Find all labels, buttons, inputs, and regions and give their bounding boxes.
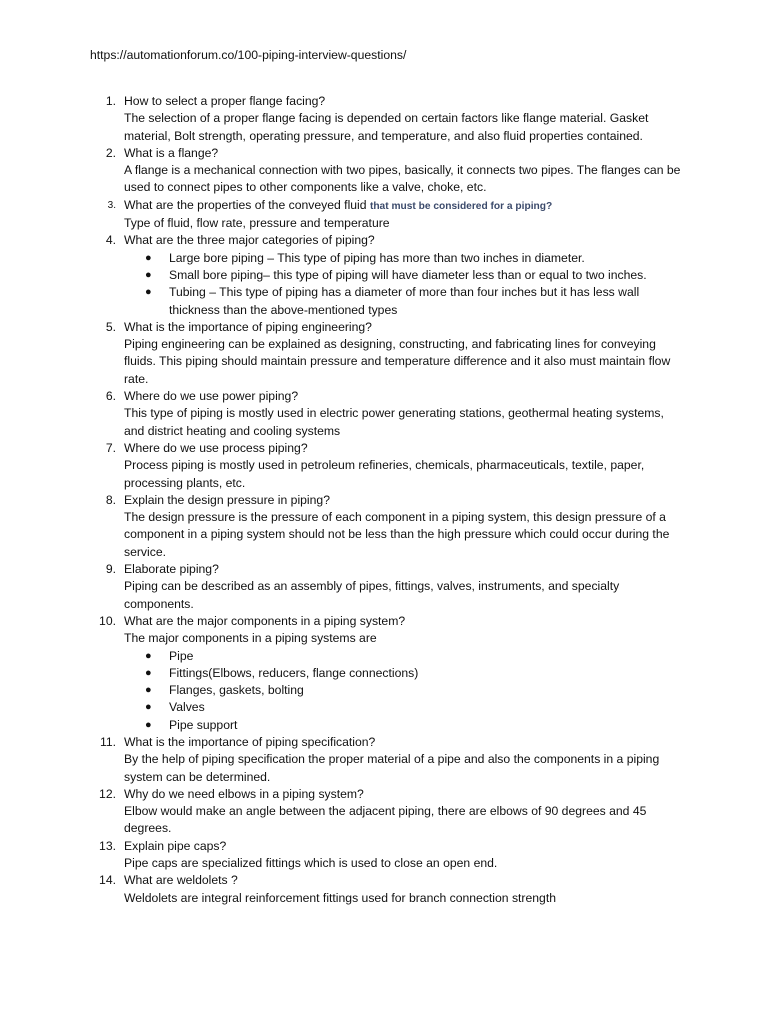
question-text — [124, 440, 681, 457]
answer-text: Type of fluid, flow rate, pressure and temperature — [124, 216, 390, 231]
item-number: 6. — [105, 389, 116, 404]
question-text — [124, 197, 681, 215]
item-number: 13. — [99, 838, 116, 853]
question-item — [96, 145, 681, 197]
answer-text: The selection of a proper flange facing is depended on certain factors like flange material. Gasket material, Bolt strength, operating pressure, and temperature, and also fluid properties contained. — [124, 111, 649, 143]
question-item — [96, 734, 681, 786]
question-label: What are the major components in a piping system? — [124, 613, 406, 628]
bullet-text: Small bore piping– this type of piping will have diameter less than or equal to two inches. — [169, 267, 647, 282]
bullet-text: Fittings(Elbows, reducers, flange connections) — [169, 665, 419, 680]
question-text — [124, 786, 681, 803]
item-number: 14. — [99, 873, 116, 888]
question-text — [124, 613, 681, 630]
bullet-text: Pipe support — [169, 717, 238, 732]
question-label: Where do we use process piping? — [124, 440, 308, 455]
question-text — [124, 492, 681, 509]
item-number: 1. — [105, 94, 116, 108]
question-text — [124, 388, 681, 405]
question-item — [96, 388, 681, 440]
question-label: How to select a proper flange facing? — [124, 94, 326, 108]
answer-text: The major components in a piping systems are — [124, 631, 377, 646]
bullet-item — [124, 682, 681, 699]
question-text — [124, 872, 681, 889]
question-label: What are the three major categories of piping? — [124, 233, 375, 248]
bullet-item — [124, 250, 681, 267]
bullet-text: Large bore piping – This type of piping has more than two inches in diameter. — [169, 250, 585, 265]
bullet-item — [124, 717, 681, 734]
source-url: https://automationforum.co/100-piping-interview-questions/ — [90, 48, 407, 62]
bullet-icon: ● — [145, 666, 152, 679]
question-text — [124, 93, 681, 110]
question-list — [96, 93, 681, 907]
bullet-icon: ● — [145, 649, 152, 662]
question-label: Explain pipe caps? — [124, 838, 227, 853]
answer-text: Weldolets are integral reinforcement fittings used for branch connection strength — [124, 890, 556, 905]
item-number: 8. — [105, 492, 116, 507]
question-label: Elaborate piping? — [124, 562, 219, 577]
bullet-text: Pipe — [169, 648, 194, 663]
bullet-item — [124, 648, 681, 665]
question-label: What are the properties of the conveyed fluid — [124, 197, 367, 212]
item-number: 3. — [107, 199, 116, 211]
question-item — [96, 561, 681, 613]
answer-text: Elbow would make an angle between the adjacent piping, there are elbows of 90 degrees and 45 degrees. — [124, 804, 647, 836]
question-item — [96, 197, 681, 233]
question-label: What is a flange? — [124, 145, 219, 160]
bullet-icon: ● — [145, 701, 152, 714]
bullet-icon: ● — [145, 268, 152, 281]
item-number: 4. — [105, 233, 116, 248]
bullet-item — [124, 699, 681, 716]
item-number: 2. — [105, 145, 116, 160]
question-item — [96, 93, 681, 145]
item-number: 11. — [99, 734, 116, 749]
bullet-item — [124, 267, 681, 284]
question-item — [96, 872, 681, 907]
item-number: 5. — [105, 319, 116, 334]
question-note: that must be considered for a piping? — [369, 200, 553, 212]
bullet-icon: ● — [145, 251, 152, 264]
question-label: What is the importance of piping engineering? — [124, 319, 372, 334]
bullet-list — [124, 648, 681, 734]
bullet-item — [124, 284, 681, 319]
question-text — [124, 734, 681, 751]
question-text — [124, 561, 681, 578]
question-item — [96, 319, 681, 388]
answer-text: Piping engineering can be explained as designing, constructing, and fabricating lines for conveying fluids. This piping should maintain pressure and temperature difference and it also must maintain flow rate. — [124, 337, 671, 386]
question-label: What is the importance of piping specification? — [124, 734, 376, 749]
question-text — [124, 232, 681, 249]
question-item — [96, 440, 681, 492]
question-item — [96, 786, 681, 838]
bullet-list — [124, 250, 681, 319]
question-text — [124, 145, 681, 162]
question-item — [96, 232, 681, 318]
answer-text: Pipe caps are specialized fittings which is used to close an open end. — [124, 856, 498, 871]
question-item — [96, 492, 681, 561]
question-label: What are weldolets ? — [124, 873, 238, 888]
bullet-item — [124, 665, 681, 682]
answer-text: Piping can be described as an assembly of pipes, fittings, valves, instruments, and specialty components. — [124, 579, 620, 611]
answer-text: A flange is a mechanical connection with two pipes, basically, it connects two pipes. The flanges can be used to connect pipes to other components like a valve, choke, etc. — [124, 163, 681, 195]
answer-text: This type of piping is mostly used in electric power generating stations, geothermal heating systems, and district heating and cooling systems — [124, 406, 664, 438]
bullet-icon: ● — [145, 718, 152, 731]
question-label: Explain the design pressure in piping? — [124, 492, 330, 507]
bullet-text: Valves — [169, 700, 205, 715]
item-number: 7. — [105, 440, 116, 455]
question-item — [96, 838, 681, 873]
answer-text: The design pressure is the pressure of each component in a piping system, this design pressure of a component in a piping system should not be less than the high pressure which could occur during the service. — [124, 510, 670, 559]
item-number: 9. — [105, 562, 116, 577]
item-number: 10. — [99, 613, 116, 628]
answer-text: Process piping is mostly used in petroleum refineries, chemicals, pharmaceuticals, textile, paper, processing plants, etc. — [124, 458, 645, 490]
question-item — [96, 613, 681, 734]
question-label: Where do we use power piping? — [124, 389, 299, 404]
question-text — [124, 319, 681, 336]
answer-text: By the help of piping specification the proper material of a pipe and also the components in a piping system can be determined. — [124, 752, 660, 784]
bullet-text: Flanges, gaskets, bolting — [169, 683, 304, 698]
bullet-icon: ● — [145, 684, 152, 697]
item-number: 12. — [99, 786, 116, 801]
question-label: Why do we need elbows in a piping system? — [124, 786, 364, 801]
bullet-text: Tubing – This type of piping has a diameter of more than four inches but it has less wall thickness than the above-mentioned types — [169, 285, 640, 317]
bullet-icon: ● — [145, 286, 152, 299]
question-text — [124, 838, 681, 855]
